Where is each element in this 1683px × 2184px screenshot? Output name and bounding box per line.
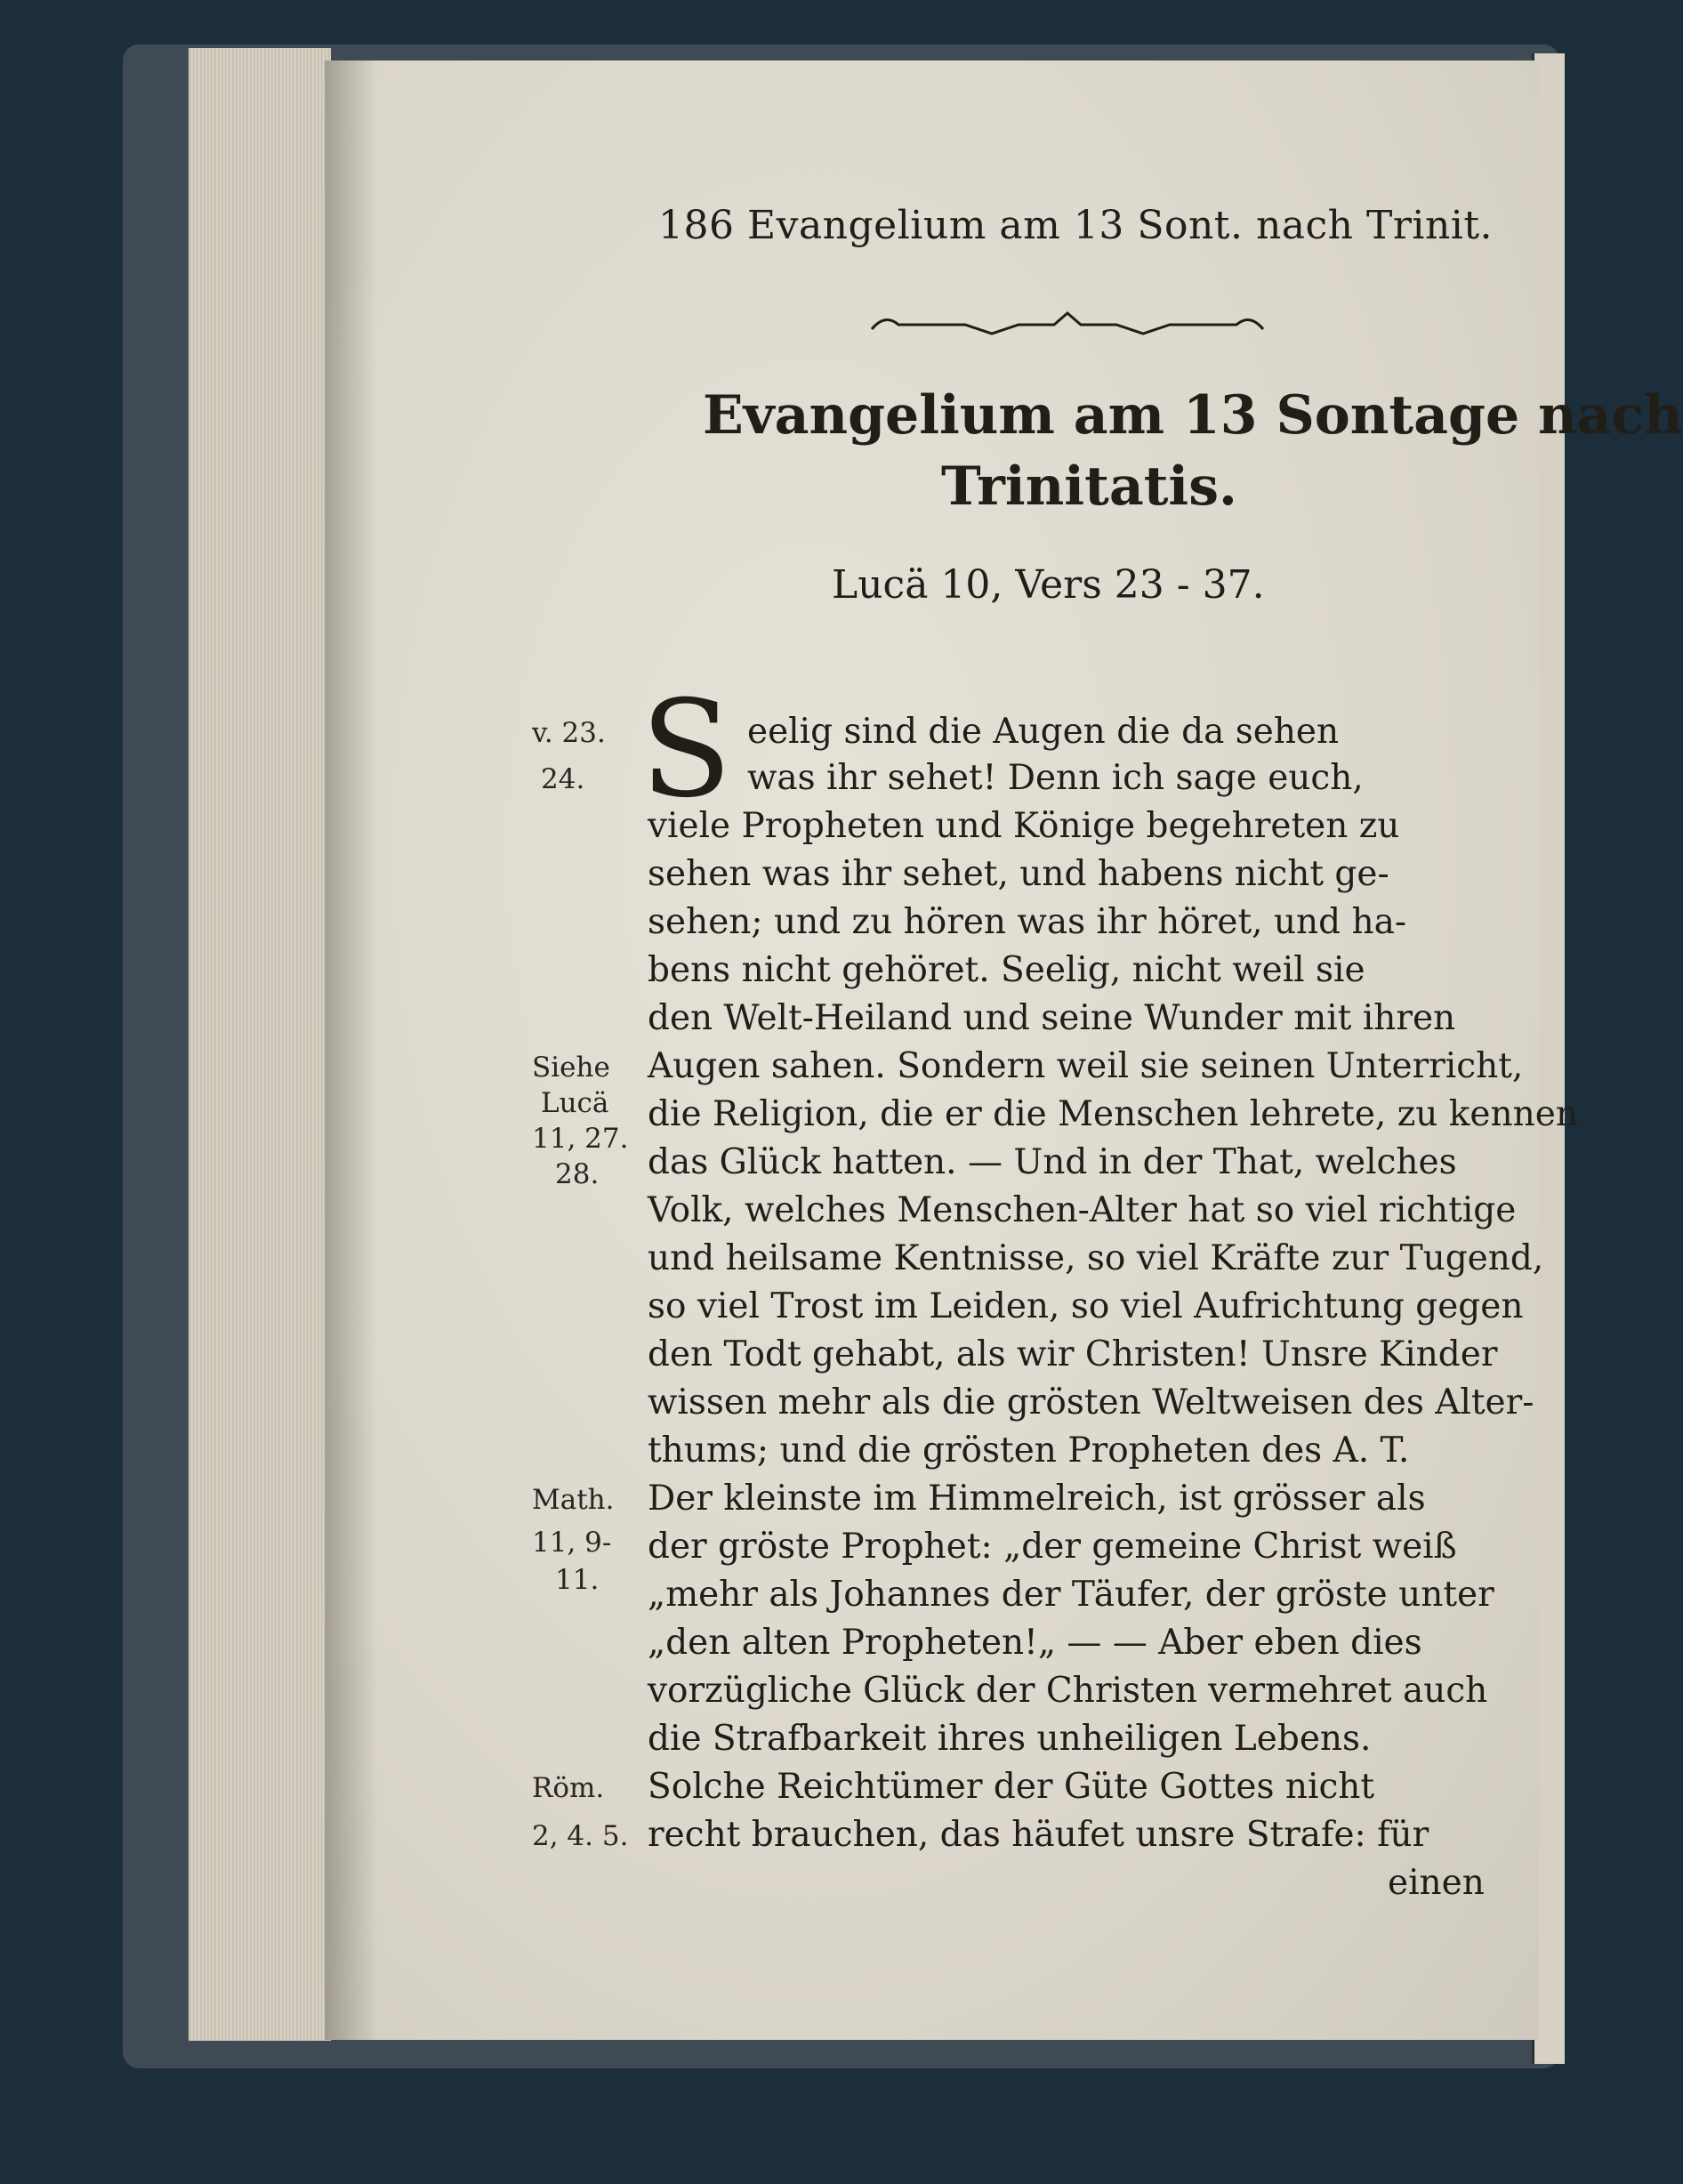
body-line: Solche Reichtümer der Güte Gottes nicht	[648, 1767, 1375, 1807]
body-line: den Welt-Heiland und seine Wunder mit ihren	[648, 998, 1456, 1038]
body-line: Volk, welches Menschen-Alter hat so viel richtige	[648, 1190, 1517, 1230]
margin-note: 11, 9-	[532, 1527, 612, 1559]
body-line: die Religion, die er die Menschen lehrete, zu kennen	[648, 1094, 1578, 1134]
margin-note: Lucä	[541, 1087, 609, 1119]
body-line: Der kleinste im Himmelreich, ist grösser als	[648, 1479, 1426, 1519]
body-line: den Todt gehabt, als wir Christen! Unsre Kinder	[648, 1334, 1498, 1374]
section-title-line-2: Trinitatis.	[941, 455, 1237, 518]
body-line: thums; und die grösten Propheten des A. T.	[648, 1430, 1410, 1471]
margin-note: Siehe	[532, 1052, 610, 1084]
gutter-shadow	[325, 60, 378, 2040]
body-line: das Glück hatten. — Und in der That, welches	[648, 1142, 1457, 1182]
body-line: und heilsame Kentnisse, so viel Kräfte zur Tugend,	[648, 1238, 1544, 1278]
body-line: sehen was ihr sehet, und habens nicht ge-	[648, 854, 1389, 894]
margin-note: 2, 4. 5.	[532, 1820, 629, 1852]
margin-note: Röm.	[532, 1772, 605, 1804]
drop-cap: S	[640, 673, 732, 827]
margin-note: 11, 27.	[532, 1123, 629, 1155]
body-line: sehen; und zu hören was ihr höret, und ha-	[648, 902, 1407, 942]
body-line: vorzügliche Glück der Christen vermehret auch	[648, 1671, 1488, 1711]
body-line: der gröste Prophet: „der gemeine Christ weiß	[648, 1527, 1457, 1567]
section-title-line-1: Evangelium am 13 Sontage nach	[703, 384, 1683, 447]
body-line: bens nicht gehöret. Seelig, nicht weil sie	[648, 950, 1365, 990]
running-header: 186 Evangelium am 13 Sont. nach Trinit.	[658, 203, 1494, 248]
scripture-reference: Lucä 10, Vers 23 - 37.	[832, 562, 1265, 608]
margin-note: 11.	[555, 1564, 600, 1596]
body-line: „den alten Propheten!„ — — Aber eben dies	[648, 1623, 1422, 1663]
body-line: „mehr als Johannes der Täufer, der gröste unter	[648, 1575, 1494, 1615]
body-line: was ihr sehet! Denn ich sage euch,	[747, 758, 1364, 798]
body-line: die Strafbarkeit ihres unheiligen Lebens.	[648, 1719, 1372, 1759]
margin-note: v. 23.	[532, 717, 606, 749]
body-line: wissen mehr als die grösten Weltweisen des Alter-	[648, 1382, 1534, 1422]
body-line: Augen sahen. Sondern weil sie seinen Unterricht,	[648, 1046, 1524, 1086]
body-line: viele Propheten und Könige begehreten zu	[648, 806, 1400, 846]
body-line: so viel Trost im Leiden, so viel Aufrichtung gegen	[648, 1286, 1524, 1326]
margin-note: 24.	[541, 763, 585, 795]
ornament-divider	[867, 302, 1268, 347]
margin-note: Math.	[532, 1484, 615, 1516]
margin-note: 28.	[555, 1158, 600, 1190]
page-edges	[189, 48, 331, 2041]
catchword: einen	[1388, 1863, 1485, 1903]
body-line: eelig sind die Augen die da sehen	[747, 712, 1340, 752]
body-line: recht brauchen, das häufet unsre Strafe: für	[648, 1815, 1429, 1855]
